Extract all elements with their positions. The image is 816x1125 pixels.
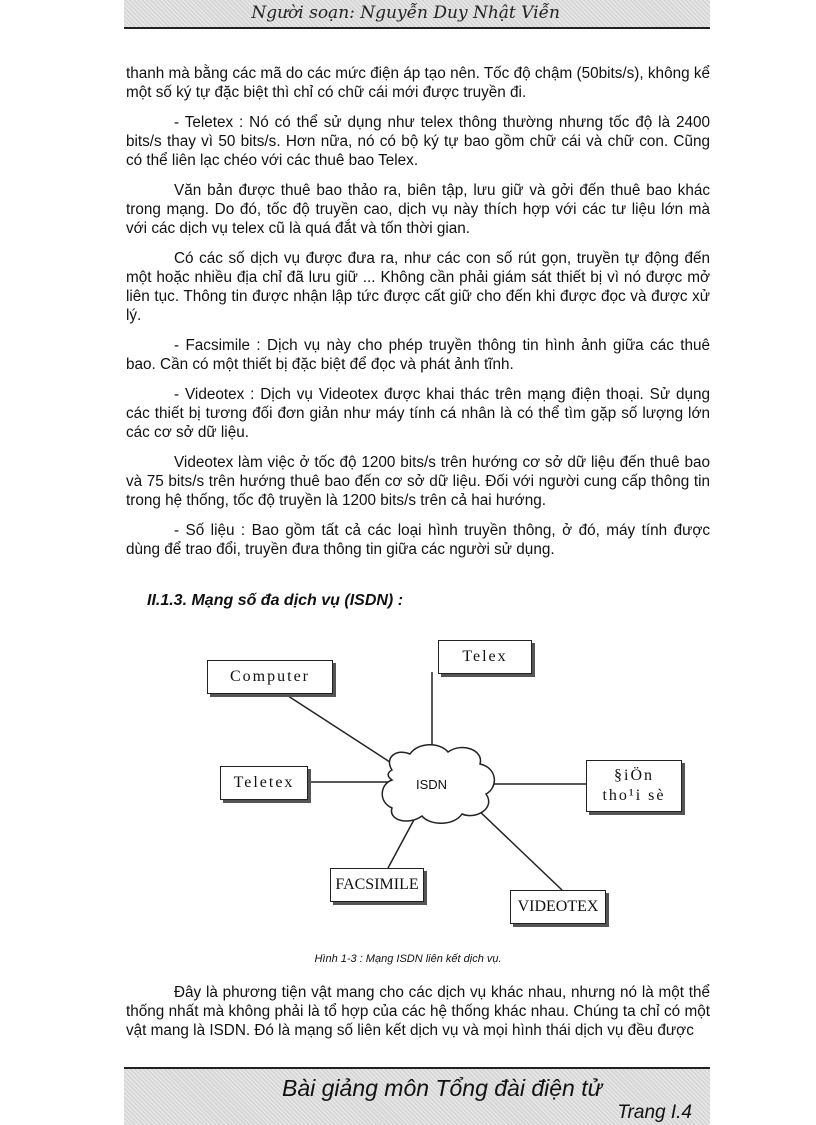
node-computer: Computer: [207, 660, 333, 694]
paragraph: - Videotex : Dịch vụ Videotex được khai thác trên mạng điện thoại. Sử dụng các thiết bị tương đối đơn giản như máy tính cá nhân là có thể tìm gặp số lượng lớn các cơ sở dữ liệu.: [126, 386, 710, 441]
paragraph: - Số liệu : Bao gồm tất cả các loại hình truyền thông, ở đó, máy tính được dùng để trao đổi, truyền đưa thông tin giữa các người sử dụng.: [126, 522, 710, 558]
phone-label-line2: tho¹i sè: [602, 787, 666, 804]
footer-title: Bài giảng môn Tổng đài điện tử: [282, 1075, 603, 1101]
connector-computer: [282, 692, 396, 766]
page-header: [124, 0, 710, 29]
node-facsimile: FACSIMILE: [330, 868, 424, 902]
paragraph: - Teletex : Nó có thể sử dụng như telex thông thường nhưng tốc độ là 2400 bits/s thay vì 50 bits/s. Hơn nữa, nó có bộ ký tự bao gồm chữ cái và chữ con. Cũng có thể liên lạc chéo với các thuê bao Telex.: [126, 114, 710, 169]
body-text: [126, 64, 710, 570]
connector-videotex: [476, 808, 562, 890]
section-heading: II.1.3. Mạng số đa dịch vụ (ISDN) :: [147, 592, 404, 609]
isdn-diagram: [200, 638, 666, 938]
node-digital-phone: [586, 760, 682, 812]
page-number: Trang I.4: [617, 1102, 692, 1123]
paragraph: Có các số dịch vụ được đưa ra, như các con số rút gọn, truyền tự động đến một hoặc nhiều địa chỉ đã lưu giữ ... Không cần phải giám sát thiết bị vì nó được mở liên tục. Thông tin được nhận lập tức được cất giữ cho đến khi được đọc và được xử lý.: [126, 250, 710, 324]
page-footer: [124, 1067, 710, 1125]
paragraph: Videotex làm việc ở tốc độ 1200 bits/s trên hướng cơ sở dữ liệu đến thuê bao và 75 bits/s trên hướng thuê bao đến cơ sở dữ liệu. Đối với người cung cấp thông tin trong hệ thống, tốc độ truyền là 1200 bits/s trên cả hai hướng.: [126, 454, 710, 509]
node-telex: Telex: [438, 640, 532, 674]
paragraph: Đây là phương tiện vật mang cho các dịch vụ khác nhau, nhưng nó là một thể thống nhất mà không phải là tổ hợp của các hệ thống khác nhau. Chúng ta chỉ có một vật mang là ISDN. Đó là mạng số liên kết dịch vụ và mọi hình thái dịch vụ đều được: [126, 984, 710, 1039]
phone-label-line1: §iÖn: [614, 767, 654, 784]
connector-facsimile: [388, 816, 416, 868]
isdn-label: ISDN: [416, 777, 448, 792]
header-author: Người soạn: Nguyễn Duy Nhật Viễn: [251, 3, 560, 23]
paragraph: Văn bản được thuê bao thảo ra, biên tập, lưu giữ và gởi đến thuê bao khác trong mạng. Do đó, tốc độ truyền cao, dịch vụ này thích hợp với các tư liệu lớn mà với các dịch vụ telex cũ là quá đắt và tốn thời gian.: [126, 182, 710, 237]
paragraph: thanh mà bằng các mã do các mức điện áp tạo nên. Tốc độ chậm (50bits/s), không kể một số ký tự đặc biệt thì chỉ có chữ cái mới được truyền đi.: [126, 65, 710, 101]
node-teletex: Teletex: [220, 766, 308, 800]
node-videotex: VIDEOTEX: [510, 890, 606, 924]
paragraph: - Facsimile : Dịch vụ này cho phép truyền thông tin hình ảnh giữa các thuê bao. Cần có một thiết bị đặc biệt để đọc và phát ảnh tĩnh.: [126, 337, 710, 373]
figure-caption: Hình 1-3 : Mạng ISDN liên kết dịch vụ.: [314, 953, 502, 965]
